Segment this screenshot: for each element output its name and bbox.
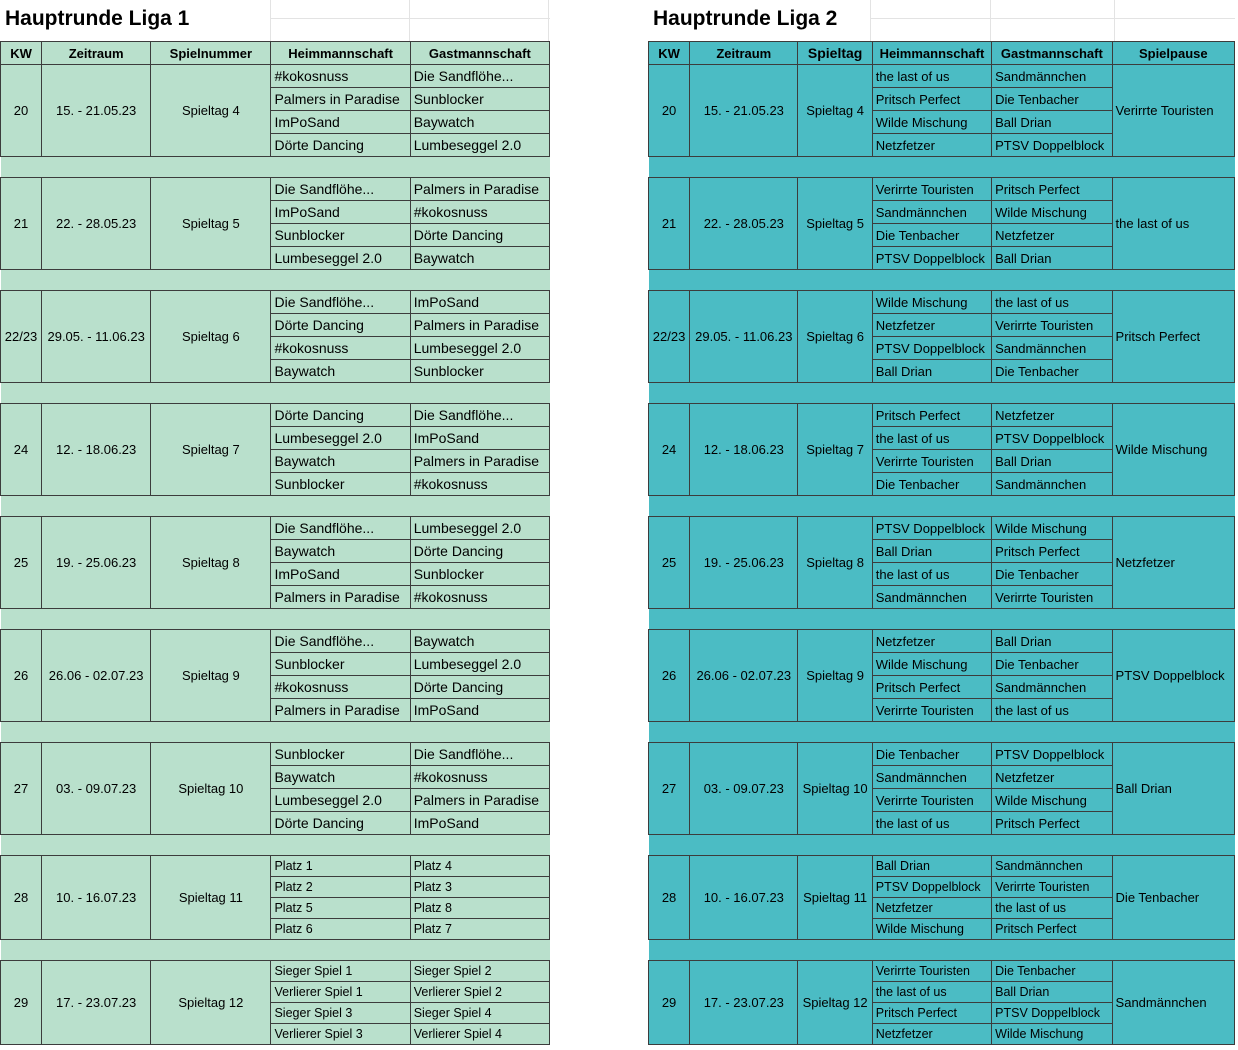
home-team: Netzfetzer	[872, 314, 991, 337]
home-team: Pritsch Perfect	[872, 88, 991, 111]
home-team: Verlierer Spiel 3	[271, 1024, 410, 1045]
spacer-cell	[1, 835, 550, 856]
header-kw: KW	[1, 42, 42, 65]
home-team: Sandmännchen	[872, 586, 991, 609]
home-team: Pritsch Perfect	[872, 1003, 991, 1024]
home-team: Sunblocker	[271, 743, 410, 766]
away-team: ImPoSand	[410, 699, 549, 722]
round-spieltag: Spieltag 7	[151, 404, 271, 496]
away-team: Sunblocker	[410, 563, 549, 586]
away-team: the last of us	[992, 898, 1112, 919]
spacer-cell	[1, 940, 550, 961]
round-kw: 21	[649, 178, 690, 270]
round-zeitraum: 10. - 16.07.23	[690, 856, 798, 940]
away-team: Verirrte Touristen	[992, 586, 1112, 609]
match-row	[1, 291, 550, 314]
round-spielpause: the last of us	[1112, 178, 1234, 270]
round-spielpause: Die Tenbacher	[1112, 856, 1234, 940]
round-spieltag: Spieltag 4	[151, 65, 271, 157]
header-gastmannschaft: Gastmannschaft	[410, 42, 549, 65]
empty-sheet-cells	[270, 0, 550, 41]
home-team: Netzfetzer	[872, 630, 991, 653]
home-team: the last of us	[872, 427, 991, 450]
home-team: Verlierer Spiel 1	[271, 982, 410, 1003]
spacer-row	[1, 157, 550, 178]
round-spielpause: Ball Drian	[1112, 743, 1234, 835]
round-spieltag: Spieltag 11	[798, 856, 872, 940]
spacer-cell	[1, 496, 550, 517]
round-zeitraum: 03. - 09.07.23	[690, 743, 798, 835]
away-team: PTSV Doppelblock	[992, 743, 1112, 766]
round-kw: 22/23	[1, 291, 42, 383]
home-team: Palmers in Paradise	[271, 586, 410, 609]
away-team: Palmers in Paradise	[410, 789, 549, 812]
away-team: Baywatch	[410, 247, 549, 270]
home-team: Sandmännchen	[872, 766, 991, 789]
match-row	[1, 961, 550, 982]
away-team: Die Tenbacher	[992, 653, 1112, 676]
home-team: Verirrte Touristen	[872, 789, 991, 812]
spacer-row	[649, 157, 1235, 178]
spacer-cell	[649, 940, 1235, 961]
spacer-cell	[649, 496, 1235, 517]
round-kw: 20	[1, 65, 42, 157]
home-team: the last of us	[872, 563, 991, 586]
league-1-header-row	[1, 42, 550, 65]
away-team: Dörte Dancing	[410, 676, 549, 699]
away-team: Pritsch Perfect	[992, 919, 1112, 940]
home-team: the last of us	[872, 982, 991, 1003]
match-row	[649, 517, 1235, 540]
header-heimmannschaft: Heimmannschaft	[872, 42, 991, 65]
away-team: Die Tenbacher	[992, 961, 1112, 982]
round-kw: 20	[649, 65, 690, 157]
round-spieltag: Spieltag 9	[151, 630, 271, 722]
home-team: Wilde Mischung	[872, 919, 991, 940]
round-zeitraum: 10. - 16.07.23	[42, 856, 151, 940]
league-1-section	[0, 0, 550, 1045]
away-team: Wilde Mischung	[992, 1024, 1112, 1045]
away-team: Sunblocker	[410, 88, 549, 111]
away-team: Pritsch Perfect	[992, 178, 1112, 201]
home-team: #kokosnuss	[271, 65, 410, 88]
home-team: PTSV Doppelblock	[872, 517, 991, 540]
away-team: Palmers in Paradise	[410, 450, 549, 473]
spacer-cell	[649, 270, 1235, 291]
spacer-cell	[1, 270, 550, 291]
league-1-title-row	[0, 0, 550, 41]
home-team: Lumbeseggel 2.0	[271, 427, 410, 450]
match-row	[649, 291, 1235, 314]
round-kw: 24	[1, 404, 42, 496]
round-spieltag: Spieltag 6	[151, 291, 271, 383]
home-team: the last of us	[872, 812, 991, 835]
header-zeitraum: Zeitraum	[42, 42, 151, 65]
home-team: Baywatch	[271, 766, 410, 789]
away-team: Verirrte Touristen	[992, 877, 1112, 898]
round-zeitraum: 15. - 21.05.23	[690, 65, 798, 157]
header-kw: KW	[649, 42, 690, 65]
home-team: ImPoSand	[271, 111, 410, 134]
spacer-row	[1, 496, 550, 517]
away-team: Verirrte Touristen	[992, 314, 1112, 337]
home-team: Pritsch Perfect	[872, 676, 991, 699]
home-team: Dörte Dancing	[271, 404, 410, 427]
home-team: Verirrte Touristen	[872, 961, 991, 982]
spacer-row	[1, 722, 550, 743]
spacer-cell	[649, 157, 1235, 178]
home-team: Sandmännchen	[872, 201, 991, 224]
round-spieltag: Spieltag 12	[798, 961, 872, 1045]
match-row	[1, 404, 550, 427]
round-zeitraum: 03. - 09.07.23	[42, 743, 151, 835]
round-zeitraum: 22. - 28.05.23	[42, 178, 151, 270]
away-team: Sandmännchen	[992, 337, 1112, 360]
home-team: Dörte Dancing	[271, 812, 410, 835]
spacer-row	[649, 383, 1235, 404]
away-team: ImPoSand	[410, 427, 549, 450]
spacer-row	[1, 940, 550, 961]
away-team: Sunblocker	[410, 360, 549, 383]
away-team: Die Tenbacher	[992, 88, 1112, 111]
round-zeitraum: 19. - 25.06.23	[690, 517, 798, 609]
home-team: Platz 6	[271, 919, 410, 940]
league-2-header-row	[649, 42, 1235, 65]
home-team: PTSV Doppelblock	[872, 337, 991, 360]
home-team: Ball Drian	[872, 856, 991, 877]
away-team: #kokosnuss	[410, 766, 549, 789]
league-1-title: Hauptrunde Liga 1	[5, 7, 190, 30]
home-team: Netzfetzer	[872, 898, 991, 919]
spacer-row	[649, 835, 1235, 856]
home-team: Ball Drian	[872, 360, 991, 383]
away-team: Dörte Dancing	[410, 224, 549, 247]
match-row	[649, 65, 1235, 88]
away-team: Lumbeseggel 2.0	[410, 134, 549, 157]
away-team: Die Sandflöhe...	[410, 65, 549, 88]
home-team: Dörte Dancing	[271, 134, 410, 157]
match-row	[649, 856, 1235, 877]
round-spielpause: Sandmännchen	[1112, 961, 1234, 1045]
spacer-cell	[1, 157, 550, 178]
match-row	[1, 743, 550, 766]
away-team: #kokosnuss	[410, 473, 549, 496]
away-team: Verlierer Spiel 2	[410, 982, 549, 1003]
round-zeitraum: 26.06 - 02.07.23	[690, 630, 798, 722]
away-team: Die Sandflöhe...	[410, 404, 549, 427]
away-team: Die Sandflöhe...	[410, 743, 549, 766]
match-row	[649, 404, 1235, 427]
round-zeitraum: 29.05. - 11.06.23	[42, 291, 151, 383]
round-zeitraum: 22. - 28.05.23	[690, 178, 798, 270]
away-team: Wilde Mischung	[992, 201, 1112, 224]
home-team: Sieger Spiel 1	[271, 961, 410, 982]
home-team: Sunblocker	[271, 653, 410, 676]
away-team: Baywatch	[410, 111, 549, 134]
away-team: Ball Drian	[992, 450, 1112, 473]
home-team: #kokosnuss	[271, 676, 410, 699]
home-team: Palmers in Paradise	[271, 88, 410, 111]
round-spielpause: Wilde Mischung	[1112, 404, 1234, 496]
home-team: ImPoSand	[271, 563, 410, 586]
spacer-row	[649, 940, 1235, 961]
away-team: #kokosnuss	[410, 201, 549, 224]
away-team: Platz 4	[410, 856, 549, 877]
spacer-row	[649, 270, 1235, 291]
home-team: Baywatch	[271, 360, 410, 383]
round-spieltag: Spieltag 10	[798, 743, 872, 835]
away-team: the last of us	[992, 699, 1112, 722]
round-spieltag: Spieltag 5	[798, 178, 872, 270]
round-zeitraum: 29.05. - 11.06.23	[690, 291, 798, 383]
away-team: ImPoSand	[410, 812, 549, 835]
round-kw: 22/23	[649, 291, 690, 383]
away-team: Platz 7	[410, 919, 549, 940]
home-team: Sunblocker	[271, 224, 410, 247]
round-zeitraum: 19. - 25.06.23	[42, 517, 151, 609]
away-team: Lumbeseggel 2.0	[410, 653, 549, 676]
header-spielnummer: Spielnummer	[151, 42, 271, 65]
away-team: Ball Drian	[992, 111, 1112, 134]
empty-sheet-cells	[870, 0, 1235, 41]
away-team: Netzfetzer	[992, 224, 1112, 247]
match-row	[649, 961, 1235, 982]
league-1-body	[1, 65, 550, 1045]
round-spieltag: Spieltag 8	[798, 517, 872, 609]
round-spieltag: Spieltag 8	[151, 517, 271, 609]
round-kw: 29	[1, 961, 42, 1045]
away-team: Palmers in Paradise	[410, 178, 549, 201]
spacer-cell	[1, 383, 550, 404]
away-team: #kokosnuss	[410, 586, 549, 609]
round-spieltag: Spieltag 7	[798, 404, 872, 496]
away-team: Ball Drian	[992, 630, 1112, 653]
header-gastmannschaft: Gastmannschaft	[992, 42, 1112, 65]
league-2-body	[649, 65, 1235, 1045]
home-team: Wilde Mischung	[872, 653, 991, 676]
home-team: the last of us	[872, 65, 991, 88]
away-team: Pritsch Perfect	[992, 812, 1112, 835]
home-team: Baywatch	[271, 450, 410, 473]
spacer-cell	[649, 722, 1235, 743]
home-team: Die Sandflöhe...	[271, 291, 410, 314]
spacer-row	[649, 722, 1235, 743]
round-kw: 28	[649, 856, 690, 940]
home-team: Verirrte Touristen	[872, 699, 991, 722]
match-row	[649, 178, 1235, 201]
round-spielpause: Pritsch Perfect	[1112, 291, 1234, 383]
round-zeitraum: 12. - 18.06.23	[42, 404, 151, 496]
home-team: Verirrte Touristen	[872, 178, 991, 201]
away-team: Palmers in Paradise	[410, 314, 549, 337]
away-team: Sandmännchen	[992, 473, 1112, 496]
round-kw: 24	[649, 404, 690, 496]
away-team: Sandmännchen	[992, 65, 1112, 88]
match-row	[649, 630, 1235, 653]
league-2-table	[648, 41, 1235, 1045]
home-team: Platz 5	[271, 898, 410, 919]
match-row	[1, 517, 550, 540]
home-team: Pritsch Perfect	[872, 404, 991, 427]
home-team: Netzfetzer	[872, 1024, 991, 1045]
league-2-title-row	[648, 0, 1235, 41]
spacer-cell	[649, 835, 1235, 856]
away-team: Ball Drian	[992, 247, 1112, 270]
away-team: Sieger Spiel 2	[410, 961, 549, 982]
round-zeitraum: 17. - 23.07.23	[690, 961, 798, 1045]
league-1-table	[0, 41, 550, 1045]
home-team: Die Tenbacher	[872, 473, 991, 496]
away-team: PTSV Doppelblock	[992, 427, 1112, 450]
match-row	[649, 743, 1235, 766]
match-row	[1, 856, 550, 877]
away-team: Die Tenbacher	[992, 563, 1112, 586]
away-team: Wilde Mischung	[992, 789, 1112, 812]
match-row	[1, 630, 550, 653]
home-team: Platz 1	[271, 856, 410, 877]
away-team: Platz 8	[410, 898, 549, 919]
home-team: Platz 2	[271, 877, 410, 898]
round-kw: 26	[1, 630, 42, 722]
away-team: PTSV Doppelblock	[992, 134, 1112, 157]
spacer-cell	[1, 722, 550, 743]
home-team: Palmers in Paradise	[271, 699, 410, 722]
round-zeitraum: 15. - 21.05.23	[42, 65, 151, 157]
round-spieltag: Spieltag 5	[151, 178, 271, 270]
round-zeitraum: 26.06 - 02.07.23	[42, 630, 151, 722]
spacer-row	[1, 270, 550, 291]
round-kw: 21	[1, 178, 42, 270]
away-team: Lumbeseggel 2.0	[410, 517, 549, 540]
home-team: Ball Drian	[872, 540, 991, 563]
round-spielpause: PTSV Doppelblock	[1112, 630, 1234, 722]
round-spieltag: Spieltag 12	[151, 961, 271, 1045]
away-team: Platz 3	[410, 877, 549, 898]
round-kw: 28	[1, 856, 42, 940]
round-spieltag: Spieltag 11	[151, 856, 271, 940]
away-team: Verlierer Spiel 4	[410, 1024, 549, 1045]
home-team: ImPoSand	[271, 201, 410, 224]
home-team: Sunblocker	[271, 473, 410, 496]
round-kw: 27	[1, 743, 42, 835]
home-team: Die Tenbacher	[872, 224, 991, 247]
match-row	[1, 65, 550, 88]
spacer-cell	[1, 609, 550, 630]
away-team: Netzfetzer	[992, 404, 1112, 427]
away-team: Pritsch Perfect	[992, 540, 1112, 563]
home-team: PTSV Doppelblock	[872, 247, 991, 270]
match-row	[1, 178, 550, 201]
away-team: Sieger Spiel 4	[410, 1003, 549, 1024]
league-2-title: Hauptrunde Liga 2	[653, 7, 838, 30]
round-kw: 26	[649, 630, 690, 722]
header-heimmannschaft: Heimmannschaft	[271, 42, 410, 65]
away-team: Sandmännchen	[992, 676, 1112, 699]
header-spieltag: Spieltag	[798, 42, 872, 65]
round-spieltag: Spieltag 4	[798, 65, 872, 157]
round-spieltag: Spieltag 9	[798, 630, 872, 722]
away-team: Die Tenbacher	[992, 360, 1112, 383]
home-team: Die Sandflöhe...	[271, 517, 410, 540]
round-zeitraum: 12. - 18.06.23	[690, 404, 798, 496]
home-team: Die Tenbacher	[872, 743, 991, 766]
round-zeitraum: 17. - 23.07.23	[42, 961, 151, 1045]
away-team: Wilde Mischung	[992, 517, 1112, 540]
away-team: PTSV Doppelblock	[992, 1003, 1112, 1024]
round-kw: 27	[649, 743, 690, 835]
away-team: Lumbeseggel 2.0	[410, 337, 549, 360]
home-team: Lumbeseggel 2.0	[271, 247, 410, 270]
round-kw: 29	[649, 961, 690, 1045]
spacer-cell	[649, 609, 1235, 630]
home-team: Die Sandflöhe...	[271, 630, 410, 653]
round-spieltag: Spieltag 6	[798, 291, 872, 383]
home-team: Wilde Mischung	[872, 111, 991, 134]
home-team: Lumbeseggel 2.0	[271, 789, 410, 812]
spacer-cell	[649, 383, 1235, 404]
away-team: Baywatch	[410, 630, 549, 653]
round-kw: 25	[1, 517, 42, 609]
home-team: Netzfetzer	[872, 134, 991, 157]
away-team: Dörte Dancing	[410, 540, 549, 563]
spacer-row	[1, 835, 550, 856]
away-team: ImPoSand	[410, 291, 549, 314]
spacer-row	[649, 496, 1235, 517]
spacer-row	[1, 383, 550, 404]
home-team: Verirrte Touristen	[872, 450, 991, 473]
home-team: #kokosnuss	[271, 337, 410, 360]
round-spieltag: Spieltag 10	[151, 743, 271, 835]
home-team: PTSV Doppelblock	[872, 877, 991, 898]
home-team: Sieger Spiel 3	[271, 1003, 410, 1024]
home-team: Dörte Dancing	[271, 314, 410, 337]
round-spielpause: Netzfetzer	[1112, 517, 1234, 609]
away-team: Netzfetzer	[992, 766, 1112, 789]
away-team: Sandmännchen	[992, 856, 1112, 877]
home-team: Wilde Mischung	[872, 291, 991, 314]
league-2-section	[648, 0, 1235, 1045]
header-spielpause: Spielpause	[1112, 42, 1234, 65]
home-team: Die Sandflöhe...	[271, 178, 410, 201]
round-spielpause: Verirrte Touristen	[1112, 65, 1234, 157]
round-kw: 25	[649, 517, 690, 609]
header-zeitraum: Zeitraum	[690, 42, 798, 65]
spacer-row	[649, 609, 1235, 630]
home-team: Baywatch	[271, 540, 410, 563]
spacer-row	[1, 609, 550, 630]
away-team: Ball Drian	[992, 982, 1112, 1003]
away-team: the last of us	[992, 291, 1112, 314]
